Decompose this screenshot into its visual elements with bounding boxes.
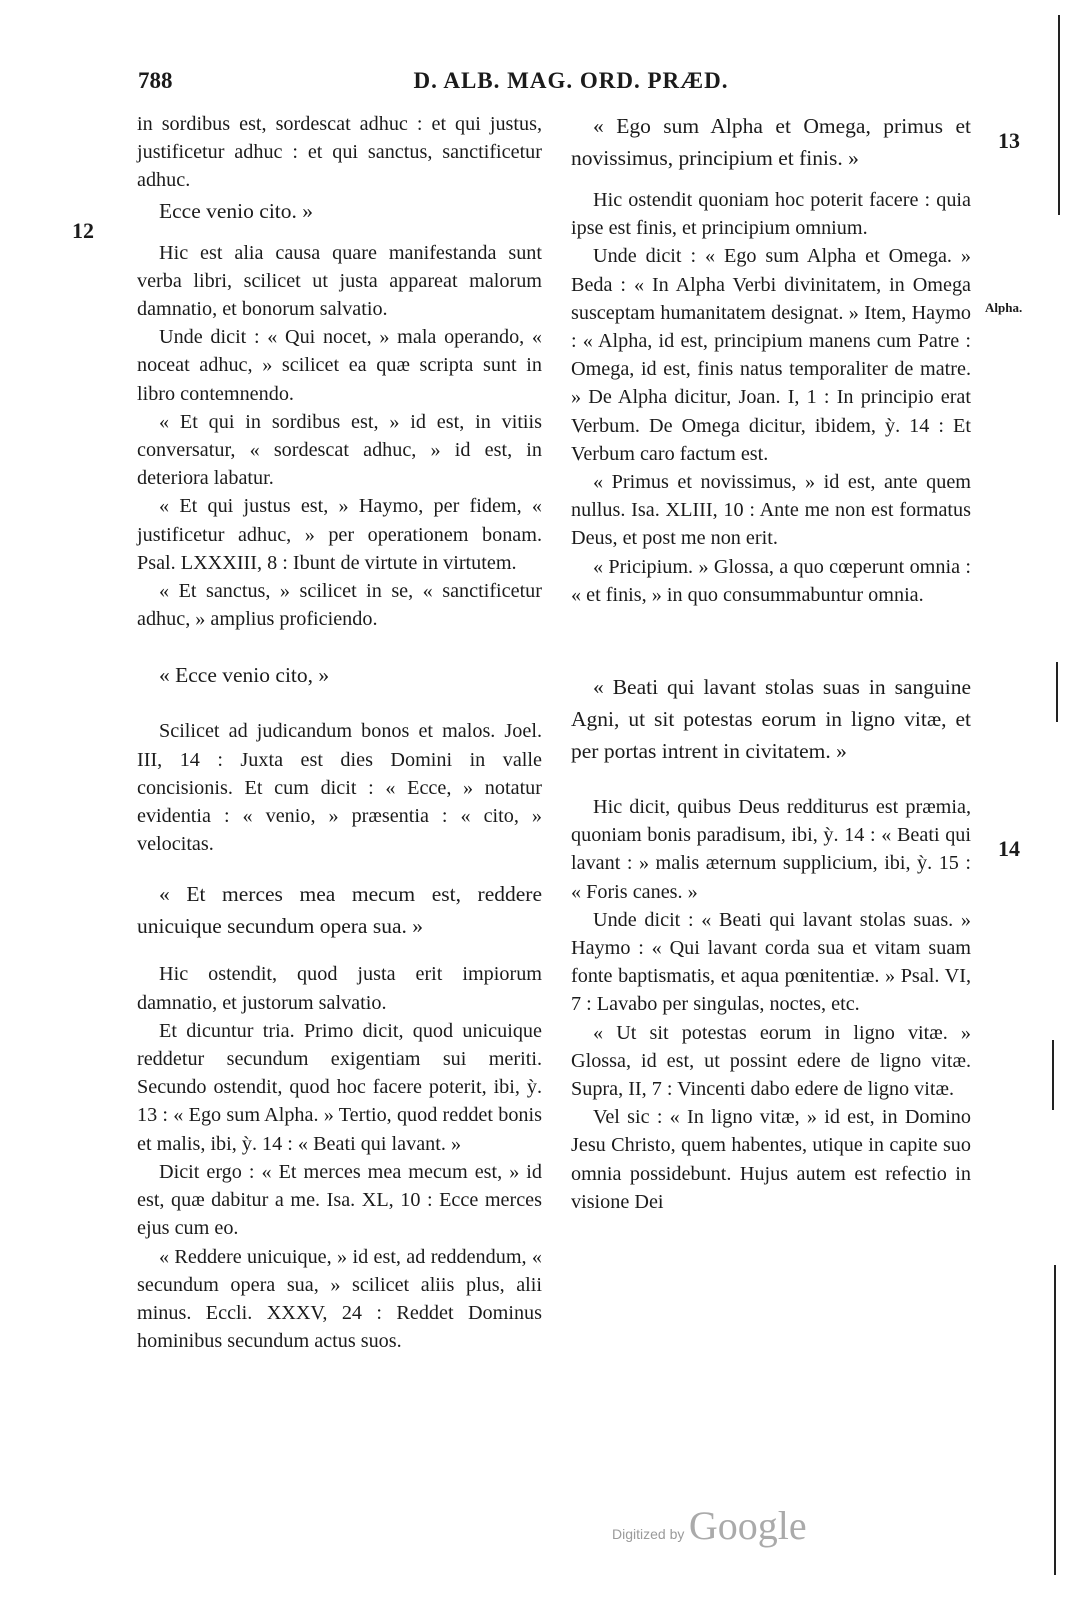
verse-text: « Ego sum Alpha et Omega, primus et novissimus, principium et finis. » [571,114,971,170]
paragraph: « Et qui justus est, » Haymo, per fidem, « justificetur adhuc, » per operationem bonam. Psal. LXXXIII, 8 : Ibunt de virtute in virtutem. [137,495,542,574]
paragraph: Unde dicit : « Qui nocet, » mala operando, « noceat adhuc, » scilicet ea quæ scripta sunt in libro contemnendo. [137,326,542,405]
paragraph: Hic ostendit, quod justa erit impiorum damnatio, et justorum salvatio. [137,963,542,1014]
paragraph: in sordibus est, sordescat adhuc : et qui justus, justificetur adhuc : et qui sanctus, sanctificetur adhuc. [137,113,542,192]
digitized-footer [612,1502,807,1549]
margin-verse-12: 12 [72,218,94,243]
scan-edge-line [1056,662,1058,722]
paragraph: Scilicet ad judicandum bonos et malos. Joel. III, 14 : Juxta est dies Domini in valle concisionis. Et cum dicit : « Ecce, » notatur evidentia : « venio, » præsentia : « cito, » velocitas. [137,720,542,856]
scan-edge-line [1052,1040,1054,1110]
paragraph: « Et qui in sordibus est, » id est, in vitiis conversatur, « sordescat adhuc, » id est, in deteriora labatur. [137,410,542,490]
paragraph: Et dicuntur tria. Primo dicit, quod unicuique reddetur secundum exigentiam sui meriti. Secundo ostendit, quod hoc facere poterit, ibi, ỳ. 13 : « Ego sum Alpha. » Tertio, quod reddet bonis et malis, ibi, ỳ. 14 : « Beati qui lavant. » [137,1019,542,1155]
verse-text: « Et merces mea mecum est, reddere unicuique secundum opera sua. » [137,882,542,939]
paragraph: Dicit ergo : « Et merces mea mecum est, » id est, quæ dabitur a me. Isa. XL, 10 : Ecce merces ejus cum eo. [137,1160,542,1240]
verse-text: Ecce venio cito. » [159,198,314,223]
verse-text: « Ecce venio cito, » [159,663,330,688]
digitized-label: Digitized by [612,1526,685,1542]
google-logo: Google [688,1503,807,1548]
paragraph: Hic est alia causa quare manifestanda sunt verba libri, scilicet ut justa appareat malorum damnatio, et bonorum salvatio. [137,241,542,321]
paragraph: Hic dicit, quibus Deus redditurus est præmia, quoniam bonis paradisum, ibi, ỳ. 14 : « Beati qui lavant : » malis æternum supplicium, ibi, ỳ. 15 : « Foris canes. » [571,796,971,903]
margin-verse-13: 13 [998,128,1020,153]
paragraph: « Primus et novissimus, » id est, ante quem nullus. Isa. XLIII, 10 : Ante me non est formatus Deus, et post me non erit. [571,471,971,550]
page-number: 788 [138,68,173,93]
paragraph: « Et sanctus, » scilicet in se, « sanctificetur adhuc, » amplius proficiendo. [137,580,542,631]
verse-text: « Beati qui lavant stolas suas in sanguine Agni, ut sit potestas eorum in ligno vitæ, et per portas intrent in civitatem. » [571,675,971,764]
paragraph: « Pricipium. » Glossa, a quo cœperunt omnia : « et finis, » in quo consummabuntur omnia. [571,555,971,606]
scan-edge-line [1058,15,1060,215]
left-column [137,110,542,1355]
paragraph: Unde dicit : « Beati qui lavant stolas suas. » Haymo : « Qui lavant corda sua et vitam suam fonte baptismatis, et aqua pœnitentiæ. » Psal. VI, 7 : Lavabo per singulas, noctes, etc. [571,908,971,1016]
margin-alpha: Alpha. [985,300,1023,315]
paragraph: Vel sic : « In ligno vitæ, » id est, in Domino Jesu Christo, quem habentes, utique in capite suo omnia possidebunt. Hujus autem est refectio in visione Dei [571,1106,971,1213]
page-header [138,68,964,98]
paragraph: Hic ostendit quoniam hoc poterit facere : quia ipse est finis, et principium omnium. [571,189,971,240]
margin-verse-14: 14 [998,836,1020,861]
paragraph: « Reddere unicuique, » id est, ad reddendum, « secundum opera sua, » scilicet aliis plus, alii minus. Eccli. XXXV, 24 : Reddet Dominus hominibus secundum actus suos. [137,1245,542,1353]
running-title: D. ALB. MAG. ORD. PRÆD. [413,68,729,93]
scan-edge-line [1054,1265,1056,1575]
paragraph: Unde dicit : « Ego sum Alpha et Omega. » Beda : « In Alpha Verbi divinitatem, in Omega susceptam humanitatem designat. » Item, Haymo : « Alpha, id est, principium manens cum Patre : Omega, id est, finis natus temporaliter de matre. » De Alpha dicitur, Joan. I, 1 : In principio erat Verbum. De Omega dicitur, ibidem, ỳ. 14 : Et Verbum caro factum est. [571,245,971,465]
paragraph: « Ut sit potestas eorum in ligno vitæ. » Glossa, id est, ut possint edere de ligno vitæ. Supra, II, 7 : Vincenti dabo edere de ligno vitæ. [571,1021,971,1101]
right-column [571,110,971,1216]
